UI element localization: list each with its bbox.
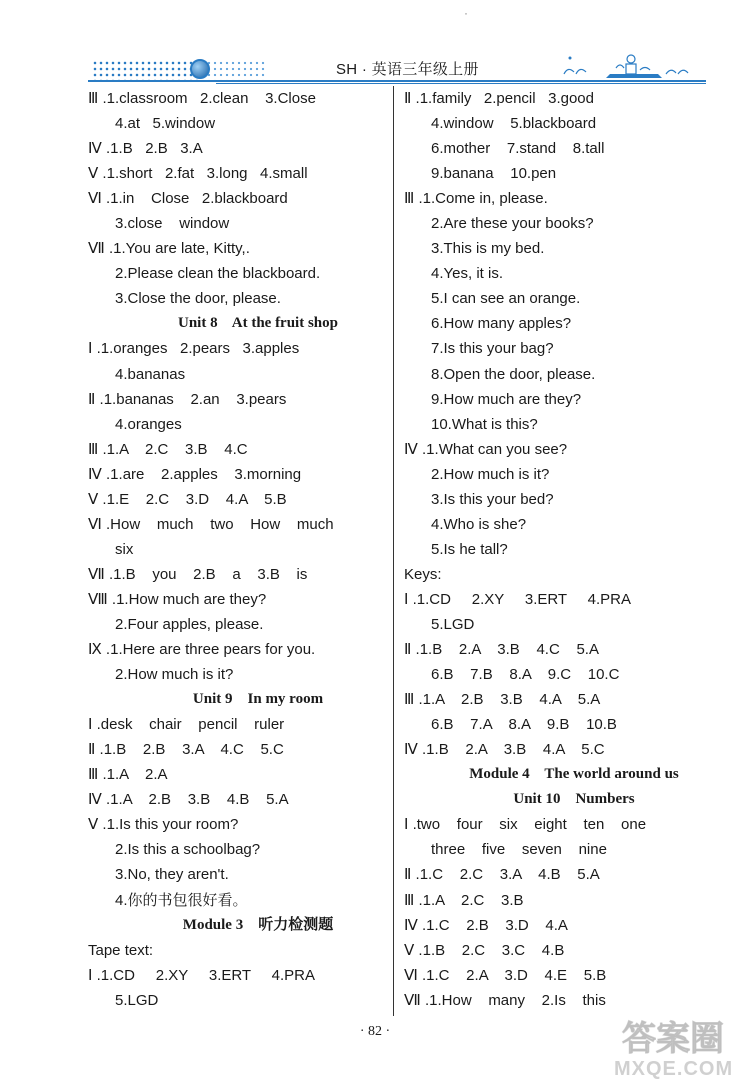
answer-line: Ⅱ .1.bananas 2.an 3.pears	[88, 390, 287, 408]
answer-line: Ⅰ .1.CD 2.XY 3.ERT 4.PRA	[404, 590, 632, 608]
answer-line: Ⅷ .1.How much are they?	[88, 590, 267, 608]
globe-icon	[190, 59, 210, 79]
answer-line: 5.I can see an orange.	[431, 290, 581, 308]
answer-line: 4.bananas	[115, 365, 186, 383]
answer-line: 3.close window	[115, 215, 230, 233]
answer-line: Ⅵ .1.in Close 2.blackboard	[88, 190, 288, 208]
answer-line: Ⅰ .desk chair pencil ruler	[88, 716, 285, 734]
section-heading: Module 4 The world around us	[469, 766, 679, 783]
answer-line: Ⅳ .1.B 2.B 3.A	[88, 140, 203, 158]
answer-line: Ⅴ .1.short 2.fat 3.long 4.small	[88, 165, 308, 183]
answer-line: Ⅶ .1.How many 2.Is this	[404, 991, 606, 1009]
answer-line: Ⅲ .1.A 2.C 3.B	[404, 891, 524, 909]
answer-line: Keys:	[404, 565, 442, 583]
answer-line: 3.Is this your bed?	[431, 490, 554, 508]
section-heading: Module 3 听力检测题	[182, 916, 334, 933]
answer-line: Ⅶ .1.B you 2.B a 3.B is	[88, 565, 308, 583]
answer-line: 5.LGD	[431, 615, 475, 633]
left-column	[88, 86, 428, 1013]
answer-line: Ⅲ .1.A 2.C 3.B 4.C	[88, 440, 248, 458]
answer-line: 7.Is this your bag?	[431, 340, 554, 358]
answer-line: 3.No, they aren't.	[115, 866, 229, 884]
header-rule-thin	[216, 83, 706, 84]
answer-line: Ⅳ .1.A 2.B 3.B 4.B 5.A	[88, 791, 289, 809]
header-title: SH · 英语三年级上册	[336, 61, 479, 78]
answer-line: 5.Is he tall?	[431, 540, 508, 558]
answer-line: 2.Please clean the blackboard.	[115, 265, 321, 283]
answer-line: Ⅰ .1.oranges 2.pears 3.apples	[88, 340, 300, 358]
header-dot-pattern	[92, 60, 202, 82]
answer-line: Ⅱ .1.B 2.B 3.A 4.C 5.C	[88, 741, 284, 759]
answer-line: Ⅳ .1.B 2.A 3.B 4.A 5.C	[404, 741, 605, 759]
answer-line: 4.at 5.window	[115, 115, 216, 133]
right-column	[404, 86, 744, 1013]
answer-line: 4.window 5.blackboard	[431, 115, 597, 133]
svg-text:答案圈: 答案圈	[622, 1019, 724, 1059]
answer-line: 2.How much is it?	[431, 465, 550, 483]
section-heading: Unit 8 At the fruit shop	[177, 315, 338, 332]
answer-line: Ⅰ .1.CD 2.XY 3.ERT 4.PRA	[88, 966, 316, 984]
header-dot-pattern-light	[206, 60, 266, 82]
answer-line: 2.Is this a schoolbag?	[115, 841, 261, 859]
answer-line: Tape text:	[88, 941, 154, 959]
answer-line: Ⅱ .1.B 2.A 3.B 4.C 5.A	[404, 641, 599, 659]
page-number: · 82 ·	[359, 1024, 391, 1039]
answer-line: 2.Are these your books?	[431, 215, 594, 233]
answer-line: Ⅵ .1.C 2.A 3.D 4.E 5.B	[404, 966, 607, 984]
answer-line: Ⅶ .1.You are late, Kitty,.	[88, 240, 250, 258]
scan-mark: ·	[464, 6, 468, 20]
watermark-text: MXQE.COM	[614, 1058, 734, 1080]
answer-line: 6.B 7.B 8.A 9.C 10.C	[431, 666, 620, 684]
answer-line: Ⅴ .1.Is this your room?	[88, 816, 239, 834]
answer-line: Ⅲ .1.Come in, please.	[404, 190, 548, 208]
answer-line: Ⅱ .1.C 2.C 3.A 4.B 5.A	[404, 866, 600, 884]
answer-line: Ⅰ .two four six eight ten one	[404, 816, 647, 834]
answer-line: Ⅲ .1.A 2.A	[88, 766, 168, 784]
answer-line: 3.Close the door, please.	[115, 290, 281, 308]
answer-line: Ⅲ .1.classroom 2.clean 3.Close	[88, 90, 316, 107]
section-heading: Unit 9 In my room	[192, 691, 324, 708]
section-heading: Unit 10 Numbers	[513, 791, 635, 808]
answer-line: Ⅴ .1.E 2.C 3.D 4.A 5.B	[88, 490, 287, 508]
answer-line: three five seven nine	[431, 841, 607, 859]
answer-line: Ⅳ .1.are 2.apples 3.morning	[88, 465, 302, 483]
answer-line: Ⅸ .1.Here are three pears for you.	[88, 641, 316, 659]
answer-line: 4.你的书包很好看。	[115, 891, 248, 909]
answer-line: Ⅵ .How much two How much	[88, 515, 334, 533]
answer-line: 4.Yes, it is.	[431, 265, 503, 283]
answer-line: six	[115, 540, 134, 558]
answer-line: Ⅲ .1.A 2.B 3.B 4.A 5.A	[404, 691, 601, 709]
answer-line: 4.Who is she?	[431, 515, 527, 533]
answer-line: 6.B 7.A 8.A 9.B 10.B	[431, 716, 617, 734]
answer-line: 8.Open the door, please.	[431, 365, 596, 383]
answer-line: Ⅱ .1.family 2.pencil 3.good	[404, 90, 594, 107]
answer-line: 9.How much are they?	[431, 390, 582, 408]
answer-line: 5.LGD	[115, 991, 159, 1009]
answer-line: 9.banana 10.pen	[431, 165, 557, 183]
page-header	[86, 52, 706, 88]
answer-line: Ⅴ .1.B 2.C 3.C 4.B	[404, 941, 565, 959]
answer-line: Ⅳ .1.C 2.B 3.D 4.A	[404, 916, 568, 934]
answer-line: 2.How much is it?	[115, 666, 234, 684]
island-decoration-icon	[562, 52, 702, 82]
answer-line: 6.How many apples?	[431, 315, 572, 333]
answer-line: 10.What is this?	[431, 415, 538, 433]
answer-line: 6.mother 7.stand 8.tall	[431, 140, 605, 158]
answer-line: 3.This is my bed.	[431, 240, 545, 258]
answer-line: 4.oranges	[115, 415, 182, 433]
answer-line: Ⅳ .1.What can you see?	[404, 440, 568, 458]
answer-line: 2.Four apples, please.	[115, 615, 264, 633]
